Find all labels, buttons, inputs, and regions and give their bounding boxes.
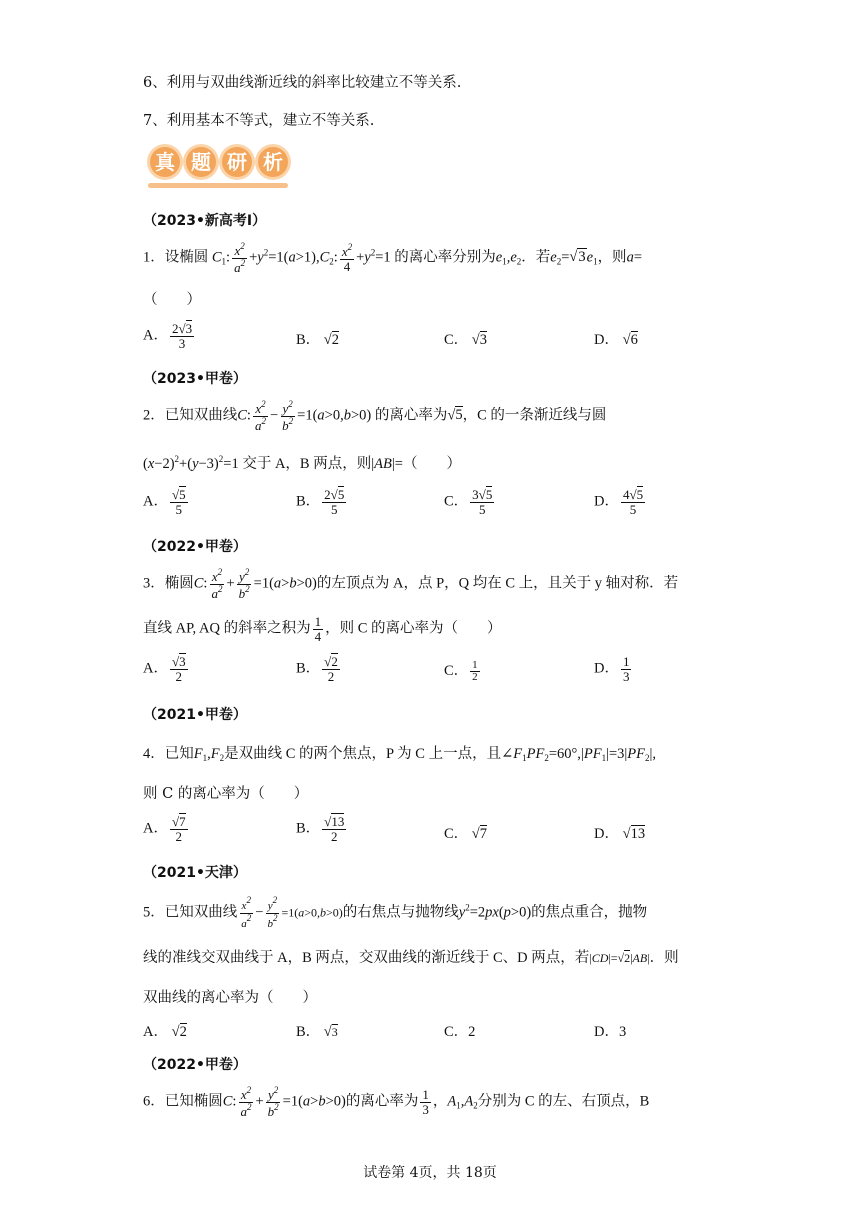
question-5-line2: 线的准线交双曲线于 A，B 两点，交双曲线的渐近线于 C、D 两点，若|CD|=√2|AB|．则: [143, 950, 679, 966]
source-label: （2023•新高考Ⅰ）: [143, 213, 267, 229]
intro-line-7: 7、利用基本不等式，建立不等关系.: [143, 113, 375, 129]
q1-text: ，则: [597, 249, 627, 266]
question-5-line3: 双曲线的离心率为（ ）: [143, 990, 317, 1006]
q1-text: 的离心率分别为: [394, 249, 496, 266]
section-banner: [144, 143, 294, 189]
q1-option-a: A． $\frac{2√3}{3}$: [143, 321, 193, 351]
q3-option-a: A． $\frac{√3}{2}$: [143, 654, 186, 684]
question-3-line2: 直线 AP, AQ 的斜率之积为 $\frac{1}{4}$ ，则 C 的离心率为（ ）: [143, 614, 502, 644]
banner-char: 真: [150, 147, 180, 177]
banner-char: 题: [186, 147, 216, 177]
intro-line-6: 6、利用与双曲线渐近线的斜率比较建立不等关系.: [143, 75, 462, 91]
q2-option-b: B． $\frac{2√5}{5}$: [296, 487, 345, 517]
source-label: （2023•甲卷）: [143, 371, 247, 387]
q1-option-b: B． √2: [296, 332, 340, 348]
q1-option-d: D． √6: [594, 332, 638, 348]
q3-option-d: D． $\frac{1}{3}$: [594, 654, 630, 684]
question-1: 1．设椭圆 $C_1$: $\frac{x^2}{a^2}$ $+y^2=1(a>1),C_2$: $\frac{x^2}{4}$ $+y^2=1$ 的离心率分别为$e_1,e_2$．若$e_2=√3e_1$，则a=: [143, 241, 642, 275]
question-5: 5．已知双曲线 $\frac{x^2}{a^2}$ − $\frac{y^2}{b^2}$ =1(a>0,b>0)的右焦点与抛物线$y^2=2px(p>0)$的焦点重合，抛物: [143, 895, 648, 930]
q1-paren: （ ）: [143, 292, 201, 308]
page-footer: 试卷第 4页，共 18页: [363, 1165, 497, 1181]
question-6: 6．已知椭圆C: $\frac{x^2}{a^2}$ + $\frac{y^2}{b^2}$ =1(a>b>0)的离心率为 $\frac{1}{3}$ ，$A_1,A_2$分别为 C 的左、右顶点，B: [143, 1085, 650, 1119]
question-4: 4．已知$F_1,F_2$是双曲线 C 的两个焦点，P 为 C 上一点，且$\angle F_1PF_2=60^\circ,|PF_1|=3|PF_2|$,: [143, 746, 657, 763]
q2-option-d: D． $\frac{4√5}{5}$: [594, 487, 644, 517]
q4-option-c: C． √7: [444, 826, 488, 842]
q5-option-c: C．2: [444, 1024, 476, 1040]
source-label: （2022•甲卷）: [143, 539, 247, 555]
question-4-line2: 则 C 的离心率为（ ）: [143, 786, 309, 802]
q1-option-c: C． √3: [444, 332, 488, 348]
q4-option-b: B． $\frac{√13}{2}$: [296, 814, 345, 844]
q4-option-a: A． $\frac{√7}{2}$: [143, 814, 186, 844]
question-3: 3．椭圆C: $\frac{x^2}{a^2}$ + $\frac{y^2}{b^2}$ =1(a>b>0)的左顶点为 A，点 P，Q 均在 C 上，且关于 y 轴对称．若: [143, 567, 679, 601]
source-label: （2022•甲卷）: [143, 1057, 247, 1073]
question-2: 2．已知双曲线C: $\frac{x^2}{a^2}$ − $\frac{y^2}{b^2}$ =1(a>0,b>0) 的离心率为√5，C 的一条渐近线与圆: [143, 399, 607, 433]
q1-stem: 1．设椭圆: [143, 249, 209, 266]
q2-option-c: C． $\frac{3√5}{5}$: [444, 487, 493, 517]
source-label: （2021•天津）: [143, 865, 247, 881]
q4-option-d: D． √13: [594, 826, 646, 842]
question-2-line2: $(x-2)^2+(y-3)^2=1$ 交于 A，B 两点，则|AB|=（ ）: [143, 454, 461, 472]
banner-underline: [148, 183, 288, 188]
q2-option-a: A． $\frac{√5}{5}$: [143, 487, 186, 517]
banner-char: 研: [222, 147, 252, 177]
q5-option-a: A． √2: [143, 1024, 187, 1040]
q5-option-d: D．3: [594, 1024, 627, 1040]
q3-option-b: B． $\frac{√2}{2}$: [296, 654, 338, 684]
q1-text: ．若: [521, 249, 551, 266]
banner-char: 析: [258, 147, 288, 177]
q5-option-b: B． √3: [296, 1024, 338, 1040]
source-label: （2021•甲卷）: [143, 707, 247, 723]
q3-option-c: C． $\frac{1}{2}$: [444, 658, 478, 684]
